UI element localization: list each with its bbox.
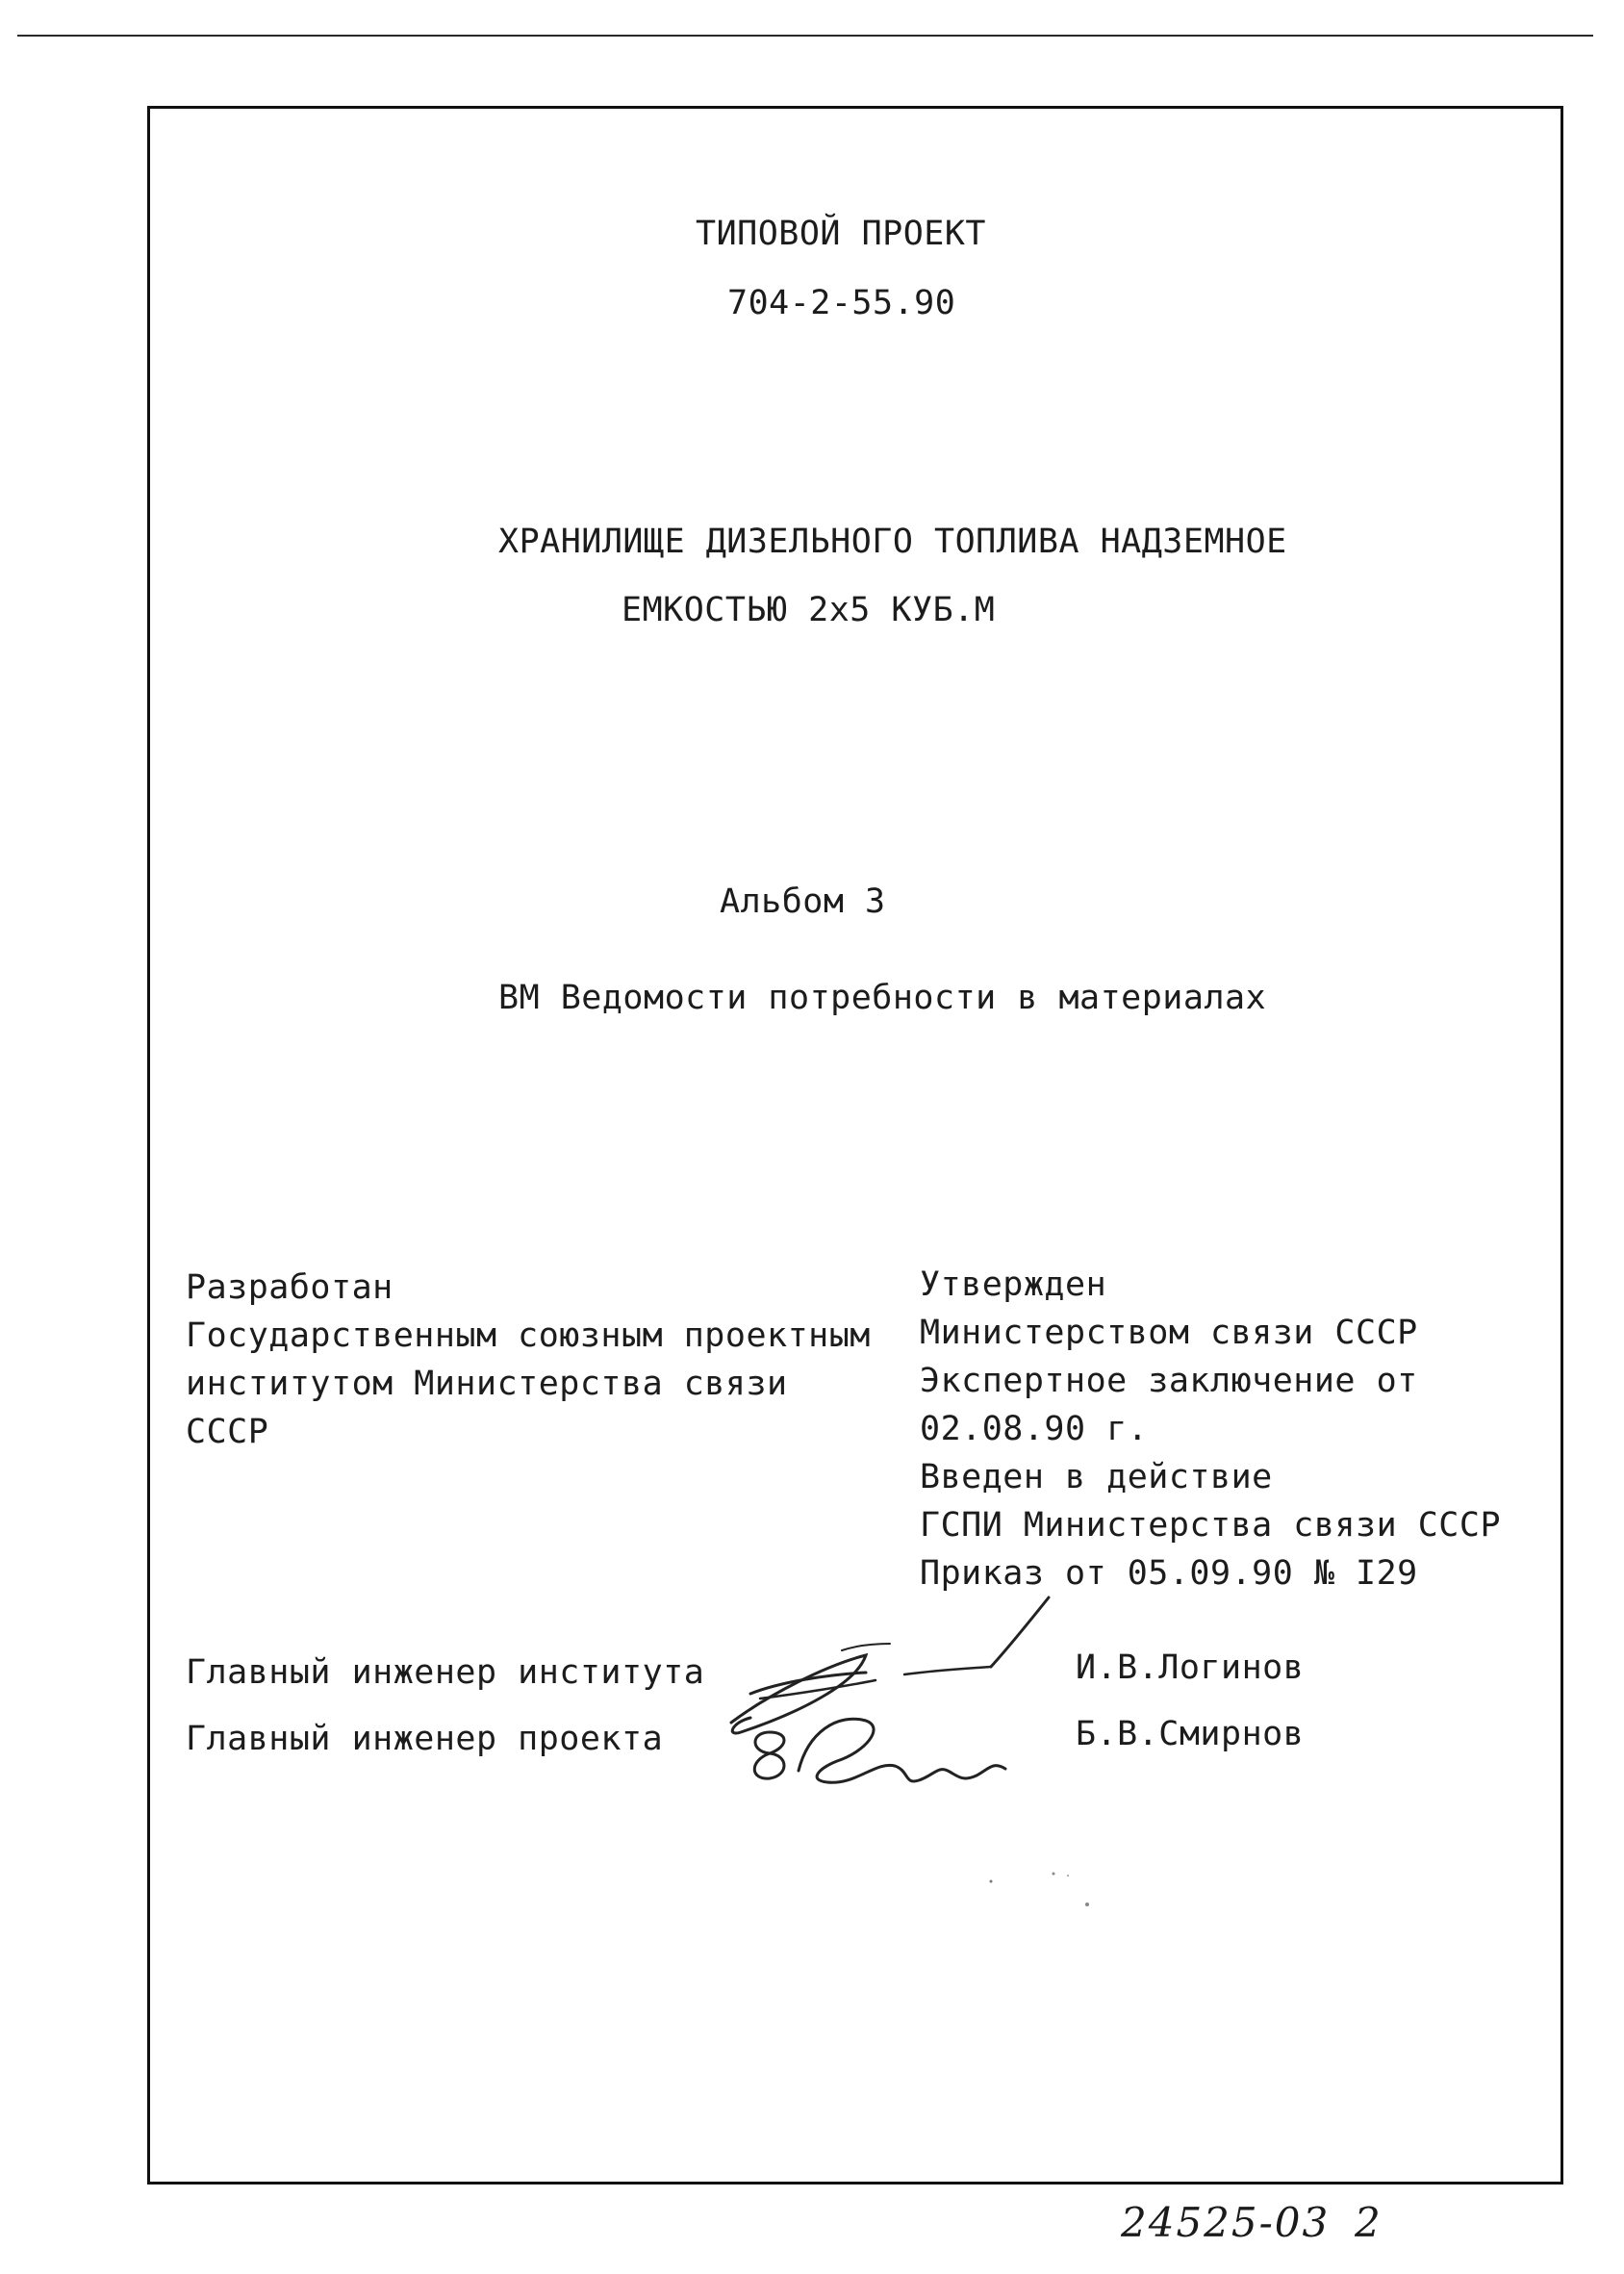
signatory-name: Б.В.Смирнов [1076,1715,1305,1753]
signatory-name: И.В.Логинов [1076,1648,1305,1687]
album-label: Альбом 3 [720,882,886,921]
developed-line: Разработан [186,1268,393,1307]
project-type-label: ТИПОВОЙ ПРОЕКТ [696,215,987,253]
title-line-1: ХРАНИЛИЩЕ ДИЗЕЛЬНОГО ТОПЛИВА НАДЗЕМНОЕ [498,523,1287,561]
approved-line: Утвержден [920,1265,1107,1304]
drawing-frame [147,106,1563,2185]
project-number: 704-2-55.90 [727,284,956,322]
scan-speck [972,1862,1126,1920]
album-description: ВМ Ведомости потребности в материалах [498,979,1267,1017]
top-rule [17,35,1593,37]
approved-line: 02.08.90 г. [920,1410,1149,1448]
footer-page-number: 2 [1355,2199,1383,2246]
approved-line: Приказ от 05.09.90 № I29 [920,1554,1418,1593]
approved-line: Экспертное заключение от [920,1362,1418,1400]
developed-line: Государственным союзным проектным [186,1316,871,1355]
signatory-role: Главный инженер проекта [186,1720,664,1758]
title-line-2: ЕМКОСТЬЮ 2х5 КУБ.М [622,591,996,629]
footer-code: 24525-03 [1121,2199,1331,2246]
approved-block [920,1261,1501,1597]
signature-chief-engineer-project [741,1694,1029,1800]
signatory-role: Главный инженер института [186,1653,705,1692]
developed-line: институтом Министерства связи [186,1365,788,1403]
approved-line: Министерством связи СССР [920,1314,1418,1352]
approved-line: ГСПИ Министерства связи СССР [920,1506,1502,1545]
developed-line: СССР [186,1413,269,1451]
developed-block [186,1264,871,1456]
approved-line: Введен в действие [920,1458,1273,1496]
